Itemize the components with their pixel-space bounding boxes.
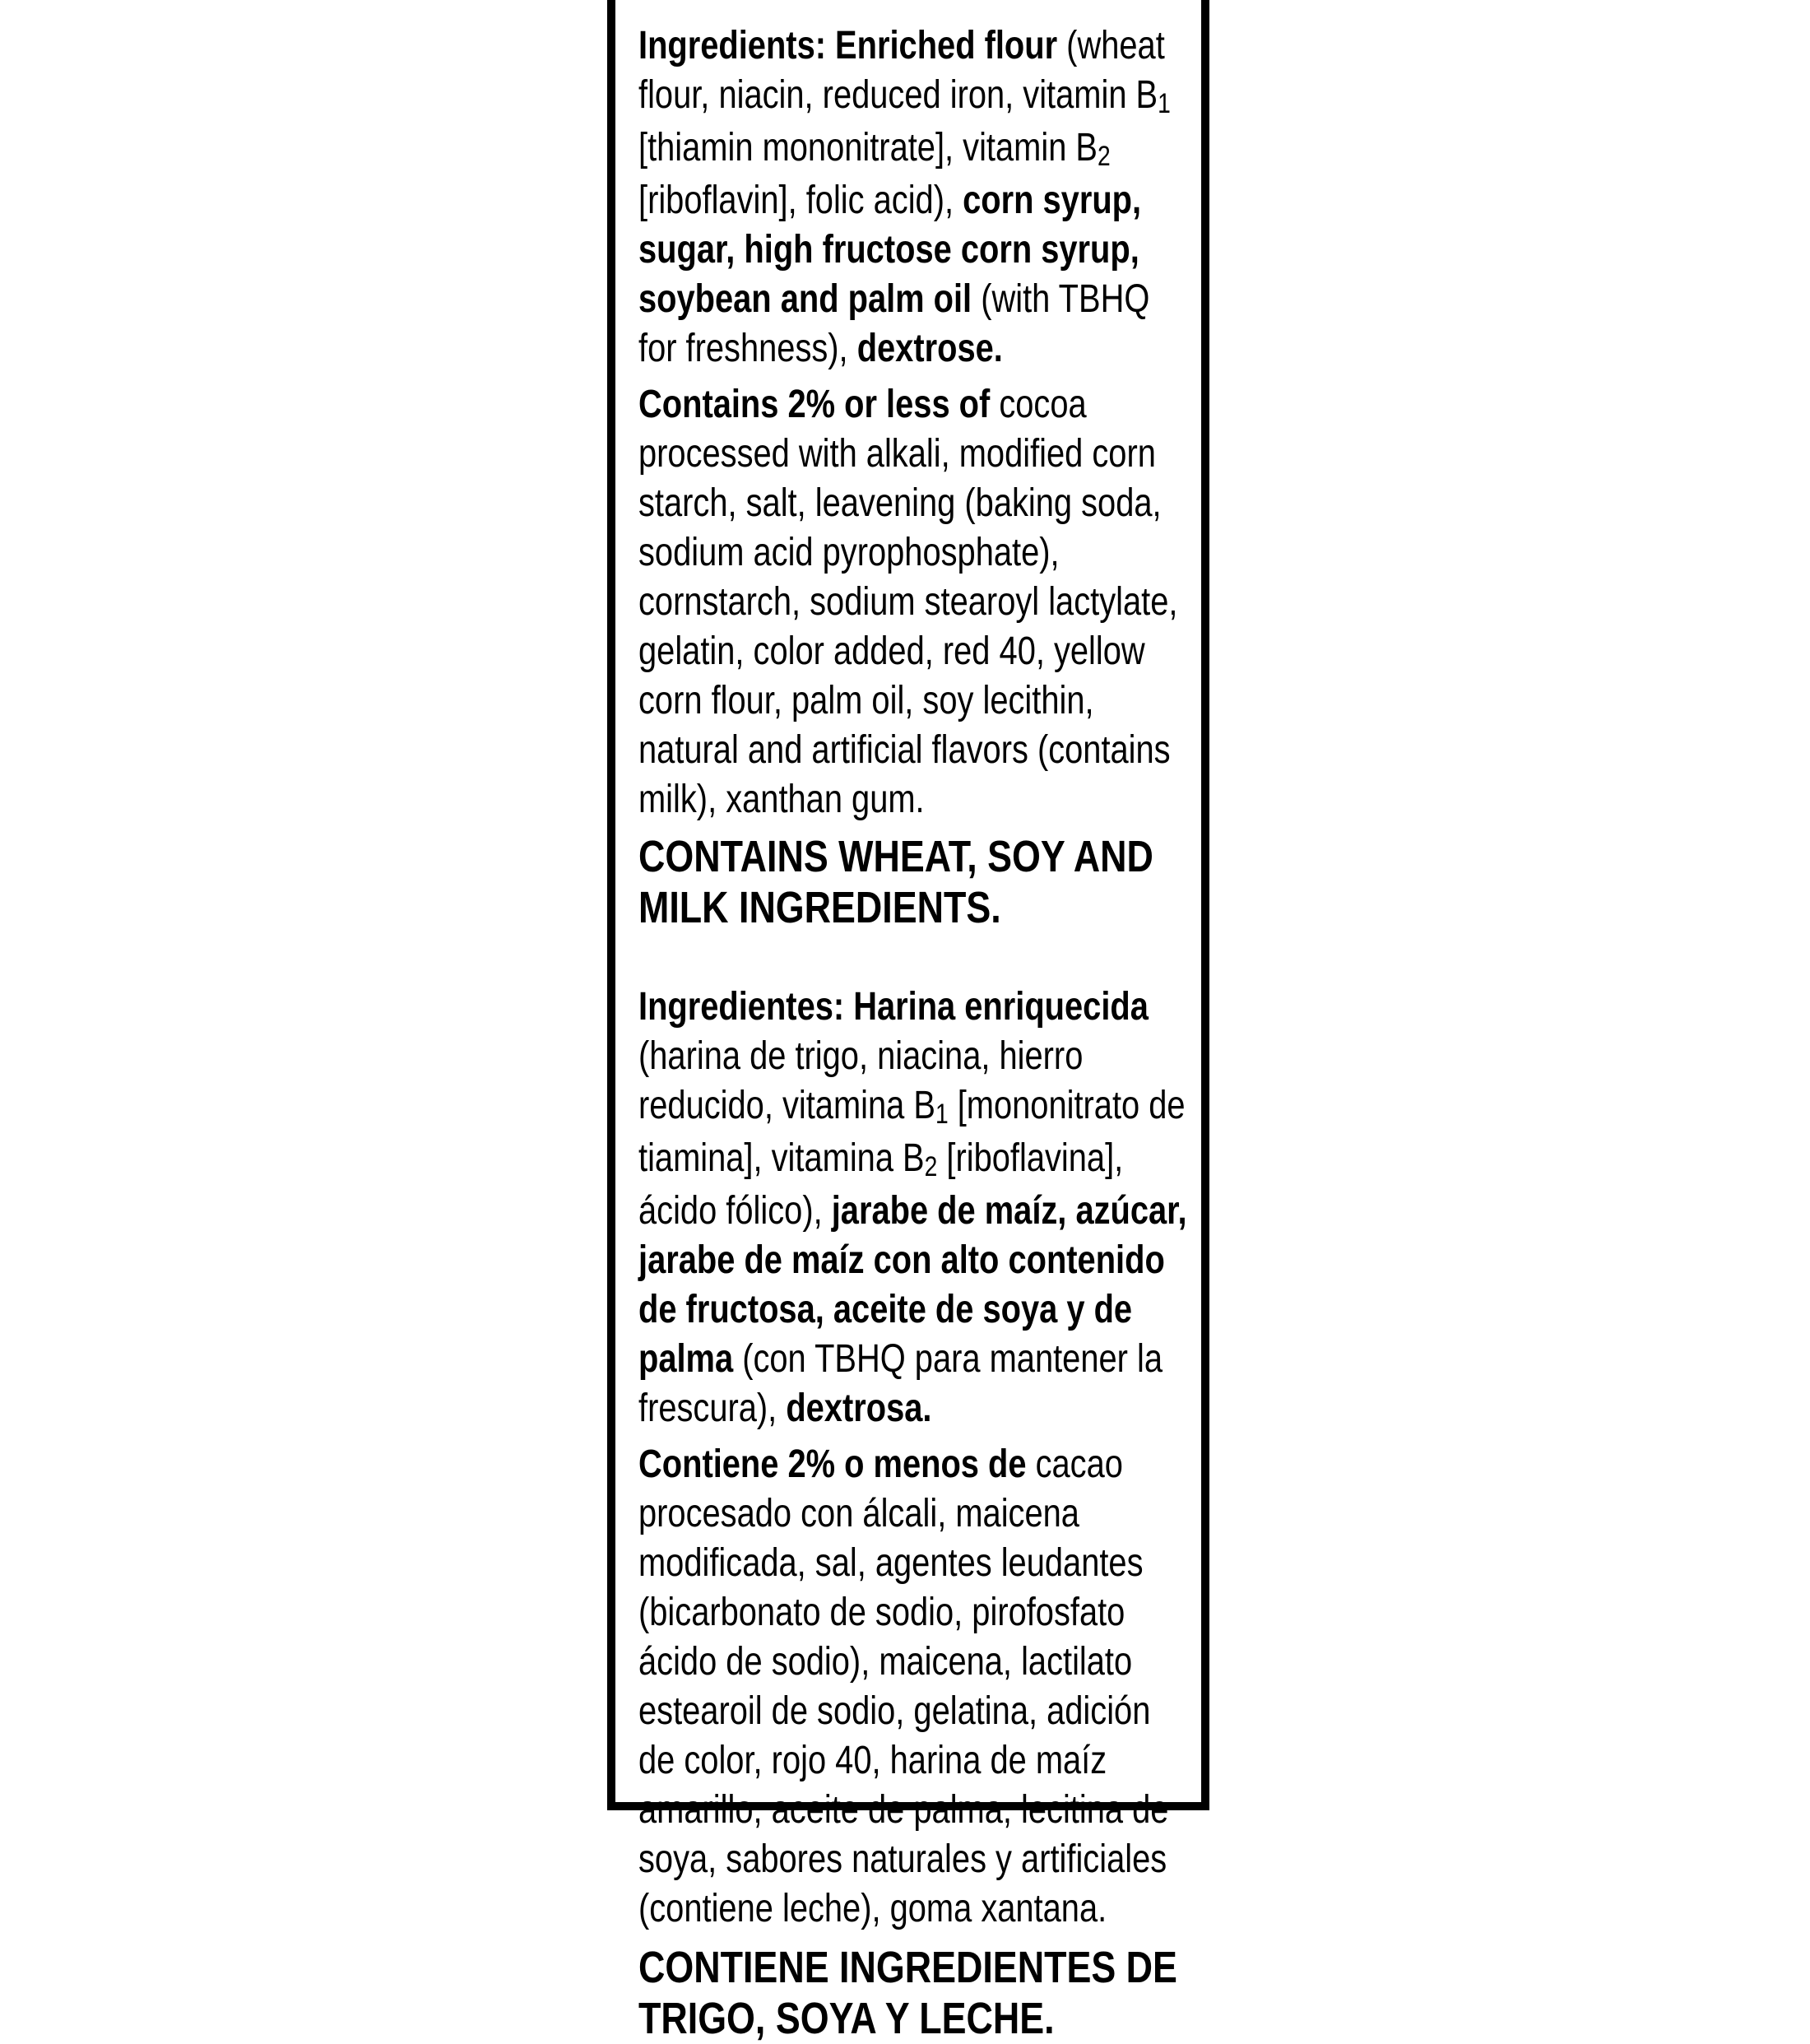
- ingredients-label-panel: [607, 0, 1209, 2043]
- spanish-main-ingredients: jarabe de maíz, azúcar, jarabe de maíz con alto contenido de fructosa, aceite de soya y de palma: [638, 1189, 1187, 1381]
- spanish-ingredients-paragraph: [638, 983, 1193, 1433]
- spanish-flour-detail-3: [riboflavina], ácido fólico),: [638, 1136, 1124, 1233]
- english-flour-detail: (wheat flour, niacin, reduced iron, vitamin B: [638, 24, 1165, 117]
- subscript-2: 2: [1097, 141, 1111, 172]
- spanish-contains-less-heading: Contiene 2% o menos de: [638, 1442, 1027, 1486]
- spanish-dextrose: dextrosa.: [786, 1387, 932, 1430]
- ingredients-text-column: [638, 21, 1193, 2044]
- spanish-allergen-statement: CONTIENE INGREDIENTES DE TRIGO, SOYA Y LECHE.: [638, 1943, 1177, 2043]
- section-divider-space: [638, 933, 1193, 983]
- spanish-oil-note: (con TBHQ para mantener la frescura),: [638, 1337, 1163, 1430]
- english-oil-note: (with TBHQ for freshness),: [638, 277, 1150, 370]
- english-ingredients-paragraph: [638, 21, 1193, 374]
- english-ingredients-heading: Ingredients: Enriched flour: [638, 24, 1058, 67]
- english-main-ingredients: corn syrup, sugar, high fructose corn syrup, soybean and palm oil: [638, 179, 1142, 321]
- english-minor-ingredients: cocoa processed with alkali, modified corn starch, salt, leavening (baking soda, sodium acid pyrophosphate), cornstarch, sodium stearoyl lactylate, gelatin, color added, red 40, yellow corn flour, palm oil, soy lecithin, natural and artificial flavors (contains milk), xanthan gum.: [638, 383, 1178, 821]
- english-dextrose: dextrose.: [856, 327, 1003, 370]
- english-allergen-statement: CONTAINS WHEAT, SOY AND MILK INGREDIENTS.: [638, 832, 1153, 932]
- spanish-minor-ingredients-paragraph: [638, 1440, 1193, 1934]
- english-flour-detail-3: [riboflavin], folic acid),: [638, 179, 963, 222]
- subscript-1: 1: [935, 1099, 949, 1130]
- spanish-minor-ingredients: cacao procesado con álcali, maicena modificada, sal, agentes leudantes (bicarbonato de sodio, pirofosfato ácido de sodio), maicena, lactilato estearoil de sodio, gelatina, adición de color, rojo 40, harina de maíz amarillo, aceite de palma, lecitina de soya, sabores naturales y artificiales (contiene leche), goma xantana.: [638, 1442, 1169, 1930]
- subscript-1: 1: [1158, 88, 1171, 119]
- subscript-2: 2: [924, 1151, 938, 1182]
- english-minor-ingredients-paragraph: [638, 380, 1193, 825]
- spanish-flour-detail: (harina de trigo, niacina, hierro reducido, vitamina B: [638, 1034, 1084, 1127]
- spanish-flour-detail-2: [mononitrato de tiamina], vitamina B: [638, 1084, 1186, 1180]
- english-flour-detail-2: [thiamin mononitrate], vitamin B: [638, 126, 1098, 170]
- spanish-ingredients-heading: Ingredientes: Harina enriquecida: [638, 985, 1149, 1029]
- english-contains-less-heading: Contains 2% or less of: [638, 383, 991, 426]
